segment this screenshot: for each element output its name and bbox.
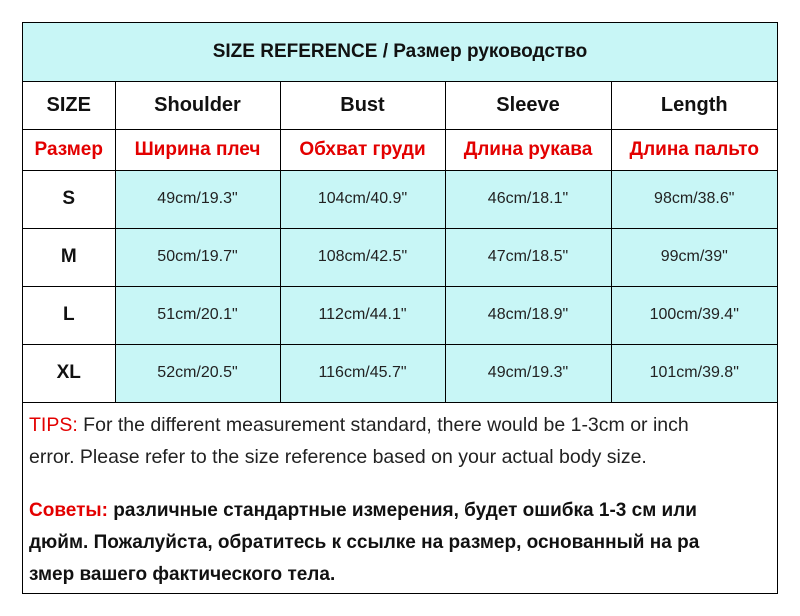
size-label: M <box>23 228 115 286</box>
size-chart <box>22 22 778 594</box>
tips-ru-line1: различные стандартные измерения, будет ошибка 1-3 см или <box>107 500 697 521</box>
size-label: XL <box>23 344 115 402</box>
table-row <box>23 228 777 286</box>
tips-label: TIPS: <box>29 414 78 436</box>
shoulder-value: 51cm/20.1" <box>115 286 280 344</box>
bust-value: 112cm/44.1" <box>280 286 445 344</box>
size-label: L <box>23 286 115 344</box>
col-header-sleeve-ru: Длина рукава <box>445 129 611 170</box>
length-value: 99cm/39" <box>611 228 777 286</box>
table-row <box>23 286 777 344</box>
table-row <box>23 170 777 228</box>
shoulder-value: 50cm/19.7" <box>115 228 280 286</box>
size-table <box>23 82 777 403</box>
tips-ru-line2: дюйм. Пожалуйста, обратитесь к ссылке на размер, основанный на ра <box>29 532 700 553</box>
sleeve-value: 46cm/18.1" <box>445 170 611 228</box>
tips-en <box>29 409 771 473</box>
bust-value: 104cm/40.9" <box>280 170 445 228</box>
size-label: S <box>23 170 115 228</box>
tips-ru-label: Советы: <box>29 500 108 521</box>
col-header-size: SIZE <box>23 82 115 129</box>
chart-title: SIZE REFERENCE / Размер руководство <box>23 23 777 82</box>
tips-section <box>23 402 777 593</box>
sleeve-value: 49cm/19.3" <box>445 344 611 402</box>
header-row-ru <box>23 129 777 170</box>
col-header-sleeve: Sleeve <box>445 82 611 129</box>
col-header-size-ru: Размер <box>23 129 115 170</box>
length-value: 98cm/38.6" <box>611 170 777 228</box>
col-header-bust-ru: Обхват груди <box>280 129 445 170</box>
col-header-length-ru: Длина пальто <box>611 129 777 170</box>
tips-ru-line3: змер вашего фактического тела. <box>29 564 336 585</box>
col-header-shoulder: Shoulder <box>115 82 280 129</box>
shoulder-value: 52cm/20.5" <box>115 344 280 402</box>
col-header-bust: Bust <box>280 82 445 129</box>
col-header-shoulder-ru: Ширина плеч <box>115 129 280 170</box>
bust-value: 116cm/45.7" <box>280 344 445 402</box>
tips-ru <box>29 495 771 591</box>
tips-en-line2: error. Please refer to the size reference based on your actual body size. <box>29 446 647 468</box>
table-row <box>23 344 777 402</box>
sleeve-value: 47cm/18.5" <box>445 228 611 286</box>
length-value: 101cm/39.8" <box>611 344 777 402</box>
length-value: 100cm/39.4" <box>611 286 777 344</box>
tips-en-line1: For the different measurement standard, there would be 1-3cm or inch <box>77 414 689 436</box>
header-row-en <box>23 82 777 129</box>
col-header-length: Length <box>611 82 777 129</box>
bust-value: 108cm/42.5" <box>280 228 445 286</box>
sleeve-value: 48cm/18.9" <box>445 286 611 344</box>
shoulder-value: 49cm/19.3" <box>115 170 280 228</box>
